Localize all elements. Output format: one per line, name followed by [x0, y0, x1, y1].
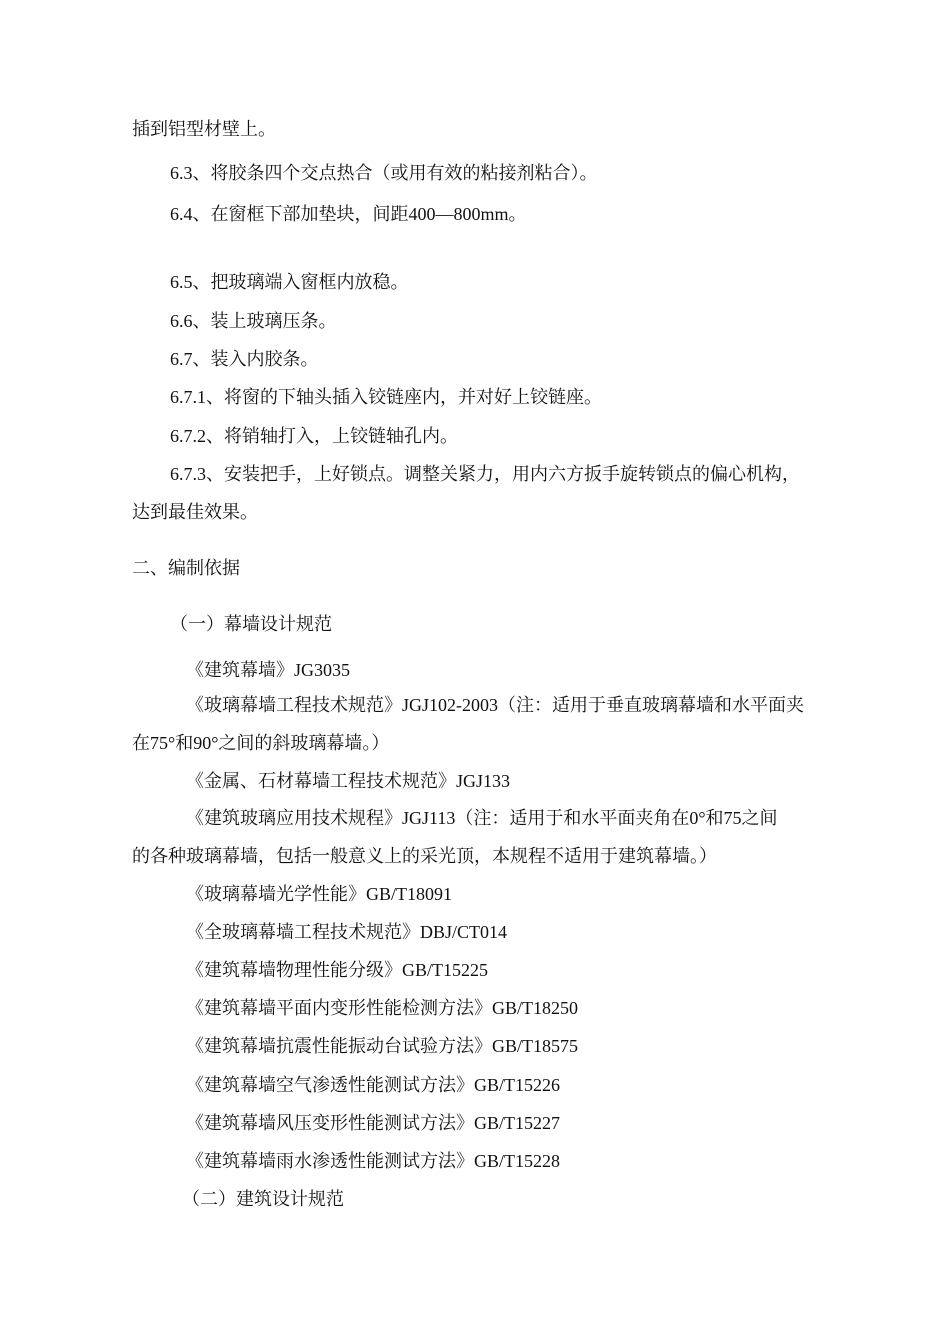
- standard-item: 《建筑幕墙》JG3035: [186, 660, 351, 680]
- step-6-6: 6.6、装上玻璃压条。: [170, 311, 337, 331]
- subsection-heading-1: （一）幕墙设计规范: [170, 614, 332, 634]
- paragraph-continuation: 插到铝型材壁上。: [132, 119, 276, 139]
- step-6-7-2: 6.7.2、将销轴打入，上铰链轴孔内。: [170, 426, 458, 446]
- standard-item: 《建筑幕墙风压变形性能测试方法》GB/T15227: [186, 1113, 560, 1133]
- section-heading: 二、编制依据: [132, 558, 240, 578]
- step-6-7-3: 6.7.3、安装把手，上好锁点。调整关紧力，用内六方扳手旋转锁点的偏心机构，: [170, 464, 800, 484]
- standard-item: 《建筑幕墙空气渗透性能测试方法》GB/T15226: [186, 1075, 560, 1095]
- subsection-heading-2: （二）建筑设计规范: [182, 1189, 344, 1209]
- standard-item: 《玻璃幕墙光学性能》GB/T18091: [186, 884, 452, 904]
- standard-item: 《建筑幕墙物理性能分级》GB/T15225: [186, 960, 488, 980]
- standard-item-continued: 在75°和90°之间的斜玻璃幕墙。）: [132, 733, 390, 753]
- step-6-4: 6.4、在窗框下部加垫块，间距400—800mm。: [170, 204, 527, 224]
- standard-item: 《建筑幕墙抗震性能振动台试验方法》GB/T18575: [186, 1036, 578, 1056]
- standard-item: 《建筑幕墙雨水渗透性能测试方法》GB/T15228: [186, 1151, 560, 1171]
- standard-item: 《金属、石材幕墙工程技术规范》JGJ133: [186, 771, 511, 791]
- step-6-7-3-continued: 达到最佳效果。: [132, 502, 258, 522]
- step-6-7-1: 6.7.1、将窗的下轴头插入铰链座内，并对好上铰链座。: [170, 387, 602, 407]
- standard-item: 《建筑幕墙平面内变形性能检测方法》GB/T18250: [186, 998, 578, 1018]
- step-6-5: 6.5、把玻璃端入窗框内放稳。: [170, 272, 409, 292]
- standard-item: 《全玻璃幕墙工程技术规范》DBJ/CT014: [186, 922, 508, 942]
- standard-item: 《玻璃幕墙工程技术规范》JGJ102-2003（注：适用于垂直玻璃幕墙和水平面夹: [186, 695, 804, 715]
- standard-item-continued: 的各种玻璃幕墙，包括一般意义上的采光顶，本规程不适用于建筑幕墙。）: [132, 846, 717, 866]
- step-6-3: 6.3、将胶条四个交点热合（或用有效的粘接剂粘合）。: [170, 163, 598, 183]
- standard-item: 《建筑玻璃应用技术规程》JGJ113（注：适用于和水平面夹角在0°和75之间: [186, 808, 778, 828]
- step-6-7: 6.7、装入内胶条。: [170, 349, 319, 369]
